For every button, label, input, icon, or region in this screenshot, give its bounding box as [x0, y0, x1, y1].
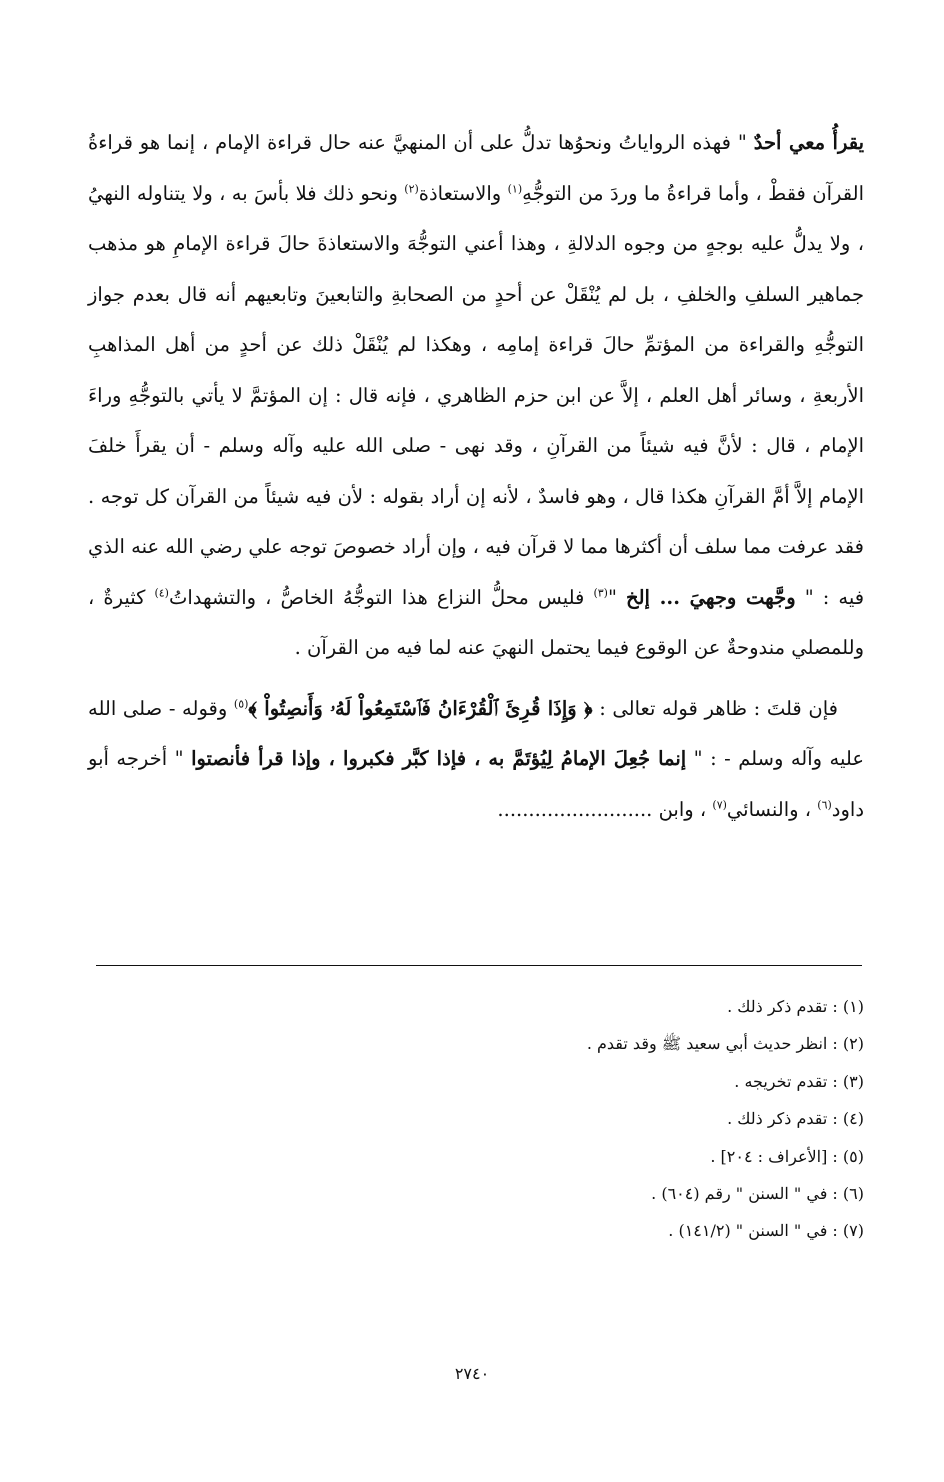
main-text — [88, 118, 864, 835]
footnote-6: (٦) : في " السنن " رقم (٦٠٤) . — [651, 1184, 864, 1204]
text-run: " فهذه الرواياتُ ونحوُها تدلُّ على أن المنهيَّ عنه حال قراءة الإمام ، إنما هو قراءةُ القرآن فقطْ ، وأما قراءةُ ما وردَ من التوجُّهِ — [88, 131, 864, 205]
text-run: فليس محلُّ النزاع هذا التوجُّهُ الخاصُّ ، والتشهداتُ — [168, 585, 594, 609]
text-run: ، وابن ......................... — [497, 797, 713, 821]
text-run: كثيرةٌ ، وللمصلي مندوحةٌ عن الوقوع فيما يحتمل النهيَ عنه لما فيه من القرآن . — [88, 585, 864, 659]
paragraph-2 — [88, 684, 864, 836]
footnote-ref-3[interactable]: (٣) — [593, 586, 608, 599]
text-run: فإن قلتَ : ظاهر قوله تعالى : — [592, 696, 838, 720]
footnote-ref-1[interactable]: (١) — [507, 182, 523, 195]
text-run: " أخرجه أبو داود — [88, 747, 864, 821]
footnote-2: (٢) : انظر حديث أبي سعيد ﷺ وقد تقدم . — [586, 1034, 864, 1054]
text-run: ، والنسائي — [726, 797, 818, 821]
footnote-ref-2[interactable]: (٢) — [404, 182, 419, 195]
footnote-ref-4[interactable]: (٤) — [154, 586, 169, 599]
dua-quote: وجَّهت وجهيَ ... إلخ — [626, 585, 796, 609]
footnote-ref-7[interactable]: (٧) — [712, 798, 727, 811]
footnote-3: (٣) : تقدم تخريجه . — [734, 1071, 864, 1091]
footnote-1: (١) : تقدم ذكر ذلك . — [727, 997, 864, 1016]
footnote-ref-5[interactable]: (٥) — [233, 697, 249, 710]
text-run: وقوله - صلى الله عليه وآله وسلم - : " — [88, 696, 864, 770]
text-run: ونحو ذلك فلا بأسَ به ، ولا يتناوله النهيُ ، ولا يدلُّ عليه بوجهٍ من وجوه الدلالةِ ، وهذا أعني التوجُّهَ والاستعاذةَ حالَ قراءة الإمامِ هو مذهب جماهير السلفِ والخلفِ ، بل لم يُنْقَلْ عن أحدٍ من الصحابةِ والتابعينَ وتابعيهم أنه قال بعدم جواز التوجُّهِ والقراءة من المؤتمِّ حالَ قراءة إمامِه ، وهكذا لم يُنْقَلْ ذلك عن أحدٍ من أهل المذاهبِ الأربعةِ ، وسائر أهل العلم ، إلاَّ عن ابن حزم الظاهري ، فإنه قال : إن المؤتمَّ لا يأتي بالتوجُّهِ وراءَ الإمام ، قال : لأنَّ فيه شيئاً من القرآنِ ، وقد نهى - صلى الله عليه وآله وسلم - أن يقرأَ خلفَ الإمام إلاَّ أمَّ القرآنِ هكذا قال ، وهو فاسدٌ ، لأنه إن أراد بقوله : لأن فيه شيئاً من القرآن كل توجه . فقد عرفت مما سلف أن أكثرها مما لا قرآن فيه ، وإن أراد خصوصَ توجه علي رضي الله عنه الذي فيه : " — [88, 181, 865, 609]
footnote-4: (٤) : تقدم ذكر ذلك . — [727, 1109, 864, 1129]
text-run: والاستعاذة — [418, 181, 508, 205]
paragraph-1 — [88, 118, 864, 674]
hadith-fragment: يقرأُ معي أحدٌ — [753, 131, 865, 154]
footnotes — [164, 988, 864, 1250]
quran-verse: ﴿ وَإِذَا قُرِئَ ٱلْقُرْءَانُ فَٱسْتَمِعُواْ لَهُۥ وَأَنصِتُواْ ﴾ — [248, 696, 593, 720]
text-run: " — [607, 585, 627, 609]
footnote-ref-6[interactable]: (٦) — [817, 798, 832, 811]
footnote-separator — [96, 965, 862, 966]
footnote-7: (٧) : في " السنن " (١٤١/٢) . — [668, 1221, 864, 1241]
page-number: ٢٧٤٠ — [454, 1364, 490, 1383]
footnote-5: (٥) : [الأعراف : ٢٠٤] . — [710, 1146, 864, 1166]
hadith-quote: إنما جُعِلَ الإمامُ لِيُؤتَمَّ به ، فإذا كبَّر فكبروا ، وإذا قرأ فأنصتوا — [191, 747, 687, 770]
